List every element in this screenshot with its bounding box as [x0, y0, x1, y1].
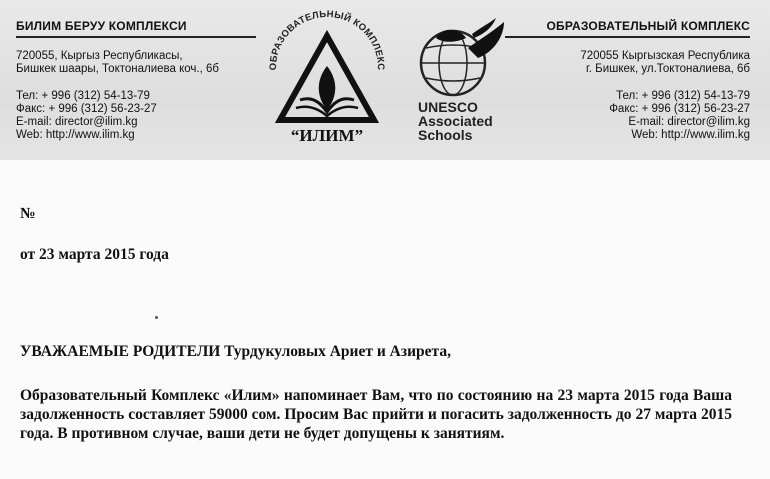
- address-line: 720055 Кыргызская Республика: [580, 50, 750, 62]
- logo-name: “ИЛИМ”: [290, 126, 364, 145]
- website-url: Web: http://www.ilim.kg: [16, 129, 135, 141]
- letterhead-left-column: [16, 20, 256, 142]
- scan-speck: [155, 316, 158, 319]
- phone-number: Тел: + 996 (312) 54-13-79: [616, 90, 750, 102]
- divider: [16, 36, 256, 38]
- address-line: Бишкек шаары, Токтоналиева коч., 6б: [16, 63, 219, 75]
- address-line: 720055, Кыргыз Республикасы,: [16, 50, 183, 62]
- fax-number: Факс: + 996 (312) 56-23-27: [609, 103, 750, 115]
- letter-salutation: УВАЖАЕМЫЕ РОДИТЕЛИ Турдукуловых Ариет и Азирета,: [20, 343, 451, 360]
- letterhead: [0, 0, 770, 160]
- ilim-logo: [262, 8, 392, 148]
- logo-arc-text: ОБРАЗОВАТЕЛЬНЫЙ КОМПЛЕКС: [267, 8, 387, 71]
- email-address: E-mail: director@ilim.kg: [16, 116, 138, 128]
- email-address: E-mail: director@ilim.kg: [628, 116, 750, 128]
- fax-number: Факс: + 996 (312) 56-23-27: [16, 103, 157, 115]
- divider: [505, 36, 750, 38]
- letter-date: от 23 марта 2015 года: [20, 246, 169, 263]
- org-name-kyrgyz: БИЛИМ БЕРУУ КОМПЛЕКСИ: [16, 19, 187, 33]
- phone-number: Тел: + 996 (312) 54-13-79: [16, 90, 150, 102]
- letterhead-right-column: [505, 20, 750, 142]
- address-line: г. Бишкек, ул.Токтоналиева, 6б: [586, 63, 750, 75]
- letter-body-paragraph: Образовательный Комплекс «Илим» напоминает Вам, что по состоянию на 23 марта 2015 года Ваша задолженность составляет 59000 сом. Просим Вас прийти и погасить задолженность до 27 марта 2015 года. В противном случае, ваши дети не будет допущены к занятиям.: [20, 387, 732, 442]
- org-name-russian: ОБРАЗОВАТЕЛЬНЫЙ КОМПЛЕКС: [546, 19, 750, 33]
- unesco-label: UNESCO Associated Schools: [418, 99, 493, 143]
- letter-number: №: [20, 205, 36, 222]
- website-url: Web: http://www.ilim.kg: [631, 129, 750, 141]
